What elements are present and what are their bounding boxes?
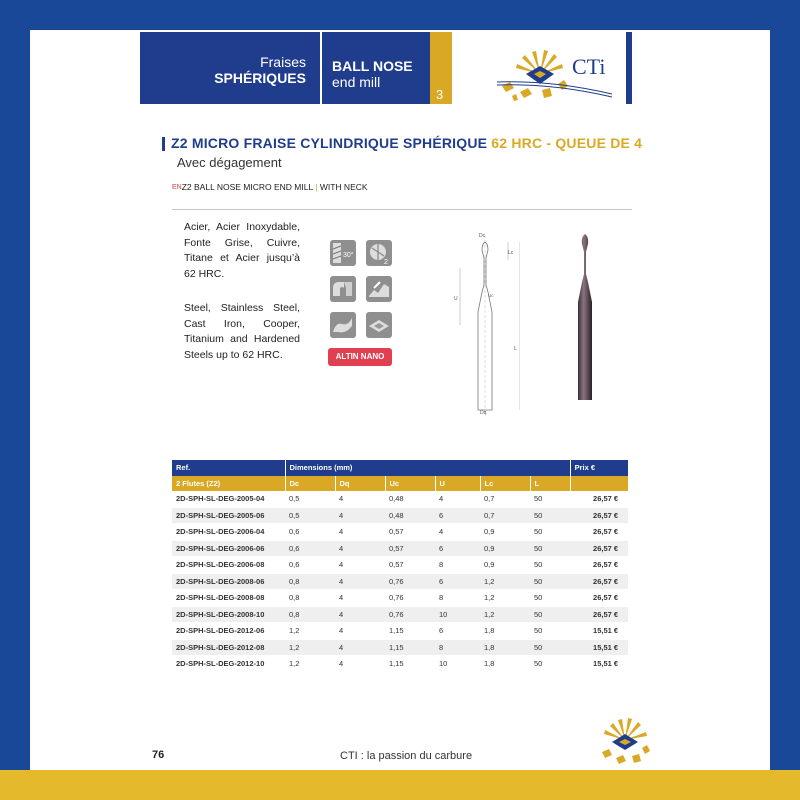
label-lc: Lc <box>508 250 514 256</box>
cell-lc: 1,2 <box>480 606 530 623</box>
cell-l: 50 <box>530 623 570 640</box>
cell-uc: 1,15 <box>385 656 435 673</box>
cell-ref: 2D-SPH-SL-DEG-2008-08 <box>172 590 285 607</box>
cell-price: 26,57 € <box>570 540 628 557</box>
cell-price: 26,57 € <box>570 507 628 524</box>
cell-uc: 0,48 <box>385 491 435 507</box>
english-title <box>172 182 368 192</box>
group-label: 2 Flutes (Z2) <box>172 476 285 492</box>
cell-ref: 2D-SPH-SL-DEG-2005-06 <box>172 507 285 524</box>
col-price <box>570 476 628 492</box>
cell-l: 50 <box>530 507 570 524</box>
cell-dc: 0,6 <box>285 524 335 541</box>
cell-lc: 0,7 <box>480 491 530 507</box>
cell-ref: 2D-SPH-SL-DEG-2012-10 <box>172 656 285 673</box>
col-dc: Dc <box>285 476 335 492</box>
cell-ref: 2D-SPH-SL-DEG-2006-04 <box>172 524 285 541</box>
cell-u: 8 <box>435 557 480 574</box>
header-ref: Ref. <box>172 460 285 476</box>
cell-dc: 1,2 <box>285 656 335 673</box>
helix-30-icon <box>330 240 356 266</box>
carbide-insert-icon <box>526 66 554 84</box>
cell-price: 15,51 € <box>570 623 628 640</box>
cell-lc: 1,8 <box>480 623 530 640</box>
cell-price: 15,51 € <box>570 639 628 656</box>
cell-dq: 4 <box>335 573 385 590</box>
cell-l: 50 <box>530 606 570 623</box>
profiling-icon <box>366 276 392 302</box>
header-category-line1: Fraises <box>260 54 306 70</box>
title-marker <box>162 137 165 151</box>
cell-dq: 4 <box>335 623 385 640</box>
table-row <box>172 573 628 590</box>
cell-dq: 4 <box>335 557 385 574</box>
materials-en: Steel, Stainless Steel, Cast Iron, Cooper, Titanium and Hardened Steels up to 62 HRC. <box>184 302 300 361</box>
ball-nose-2-flutes-icon <box>366 240 392 266</box>
cell-uc: 0,57 <box>385 524 435 541</box>
cell-dc: 0,5 <box>285 491 335 507</box>
cell-price: 15,51 € <box>570 656 628 673</box>
cell-dq: 4 <box>335 507 385 524</box>
cell-price: 26,57 € <box>570 524 628 541</box>
header-category-en <box>322 32 430 104</box>
table-row <box>172 507 628 524</box>
coating-badge: ALTIN NANO <box>328 348 392 366</box>
cell-lc: 1,2 <box>480 573 530 590</box>
table-row <box>172 590 628 607</box>
tool-outline <box>478 235 492 413</box>
cell-uc: 0,76 <box>385 590 435 607</box>
cell-dc: 0,8 <box>285 590 335 607</box>
cell-ref: 2D-SPH-SL-DEG-2012-06 <box>172 623 285 640</box>
header-en-line2: end mill <box>332 74 381 90</box>
cell-u: 8 <box>435 639 480 656</box>
cell-dc: 0,5 <box>285 507 335 524</box>
cell-u: 6 <box>435 507 480 524</box>
cell-u: 4 <box>435 524 480 541</box>
cell-dq: 4 <box>335 491 385 507</box>
cell-uc: 0,76 <box>385 573 435 590</box>
cell-dc: 0,8 <box>285 606 335 623</box>
col-l: L <box>530 476 570 492</box>
footer-tagline: CTI : la passion du carbure <box>340 750 473 762</box>
cell-uc: 0,76 <box>385 606 435 623</box>
table-row <box>172 491 628 507</box>
cell-uc: 0,57 <box>385 557 435 574</box>
en-flag-tag: EN <box>172 184 182 191</box>
cell-ref: 2D-SPH-SL-DEG-2006-06 <box>172 540 285 557</box>
en-title-text: Z2 BALL NOSE MICRO END MILL <box>181 182 313 192</box>
cell-ref: 2D-SPH-SL-DEG-2012-08 <box>172 639 285 656</box>
cell-dq: 4 <box>335 524 385 541</box>
cell-l: 50 <box>530 540 570 557</box>
flutes-label: 2 <box>384 259 388 266</box>
product-table <box>172 460 628 673</box>
cell-lc: 1,8 <box>480 656 530 673</box>
cell-price: 26,57 € <box>570 573 628 590</box>
cell-u: 10 <box>435 606 480 623</box>
cell-dc: 0,6 <box>285 557 335 574</box>
helix-angle-label: 30° <box>343 252 354 259</box>
technical-drawing <box>450 230 520 415</box>
product-title <box>171 135 642 151</box>
product-title-accent: 62 HRC - QUEUE DE 4 <box>491 135 643 151</box>
cell-dc: 1,2 <box>285 623 335 640</box>
cell-u: 6 <box>435 623 480 640</box>
cell-ref: 2D-SPH-SL-DEG-2005-04 <box>172 491 285 507</box>
cell-dq: 4 <box>335 590 385 607</box>
cell-lc: 1,2 <box>480 590 530 607</box>
cell-uc: 0,48 <box>385 507 435 524</box>
table-row <box>172 656 628 673</box>
cti-emblem-icon <box>598 718 652 768</box>
pocketing-icon <box>366 312 392 338</box>
cell-l: 50 <box>530 524 570 541</box>
cell-ref: 2D-SPH-SL-DEG-2006-08 <box>172 557 285 574</box>
cell-price: 26,57 € <box>570 590 628 607</box>
cell-u: 10 <box>435 656 480 673</box>
label-uc: Uc <box>488 293 494 298</box>
header-right-bar <box>626 32 632 104</box>
label-dq: Dq <box>480 410 487 415</box>
cell-l: 50 <box>530 573 570 590</box>
tool-photo <box>570 230 600 402</box>
cti-logo <box>492 44 622 104</box>
col-u: U <box>435 476 480 492</box>
cell-l: 50 <box>530 557 570 574</box>
en-title-suffix: WITH NECK <box>319 182 368 192</box>
header-category-fr <box>140 32 320 104</box>
product-subtitle: Avec dégagement <box>177 155 282 170</box>
header-price: Prix € <box>570 460 628 476</box>
cell-price: 26,57 € <box>570 606 628 623</box>
col-uc: Uc <box>385 476 435 492</box>
cell-dq: 4 <box>335 606 385 623</box>
cell-u: 8 <box>435 590 480 607</box>
copying-icon <box>330 312 356 338</box>
cell-price: 26,57 € <box>570 557 628 574</box>
cell-dq: 4 <box>335 540 385 557</box>
header-en-line1: BALL NOSE <box>332 58 413 74</box>
table-row <box>172 540 628 557</box>
table-row <box>172 623 628 640</box>
cell-l: 50 <box>530 656 570 673</box>
bottom-gold-band <box>0 770 800 800</box>
table-row <box>172 524 628 541</box>
cell-l: 50 <box>530 491 570 507</box>
cell-dq: 4 <box>335 639 385 656</box>
cell-lc: 0,9 <box>480 557 530 574</box>
cell-dc: 0,6 <box>285 540 335 557</box>
insert-shapes-icon <box>502 80 568 101</box>
catalog-page <box>30 30 770 770</box>
cell-lc: 1,8 <box>480 639 530 656</box>
product-title-main: Z2 MICRO FRAISE CYLINDRIQUE SPHÉRIQUE <box>171 135 492 151</box>
col-dq: Dq <box>335 476 385 492</box>
cell-lc: 0,9 <box>480 524 530 541</box>
logo-text: CTi <box>572 54 606 79</box>
cell-uc: 1,15 <box>385 639 435 656</box>
cell-u: 6 <box>435 573 480 590</box>
cell-l: 50 <box>530 639 570 656</box>
cell-u: 4 <box>435 491 480 507</box>
cell-dc: 1,2 <box>285 639 335 656</box>
materials-fr: Acier, Acier Inoxydable, Fonte Grise, Cuivre, Titane et Acier jusqu’à 62 HRC. <box>184 221 300 280</box>
section-number: 3 <box>436 87 444 102</box>
header-category-line2: SPHÉRIQUES <box>214 70 306 86</box>
section-tab <box>430 32 452 104</box>
cell-uc: 1,15 <box>385 623 435 640</box>
cell-lc: 0,7 <box>480 507 530 524</box>
cell-ref: 2D-SPH-SL-DEG-2008-06 <box>172 573 285 590</box>
table-row <box>172 606 628 623</box>
page-number: 76 <box>152 749 165 761</box>
label-dc: Dc <box>479 233 486 239</box>
cell-lc: 0,9 <box>480 540 530 557</box>
cell-l: 50 <box>530 590 570 607</box>
label-l: L <box>514 346 517 352</box>
cell-dq: 4 <box>335 656 385 673</box>
cell-price: 26,57 € <box>570 491 628 507</box>
col-lc: Lc <box>480 476 530 492</box>
header-dimensions: Dimensions (mm) <box>285 460 570 476</box>
label-u: U <box>454 296 458 302</box>
cell-u: 6 <box>435 540 480 557</box>
en-separator: | <box>315 182 318 192</box>
table-row <box>172 557 628 574</box>
cell-dc: 0,8 <box>285 573 335 590</box>
section-divider <box>172 209 632 210</box>
cell-uc: 0,57 <box>385 540 435 557</box>
slotting-icon <box>330 276 356 302</box>
table-row <box>172 639 628 656</box>
cell-ref: 2D-SPH-SL-DEG-2008-10 <box>172 606 285 623</box>
